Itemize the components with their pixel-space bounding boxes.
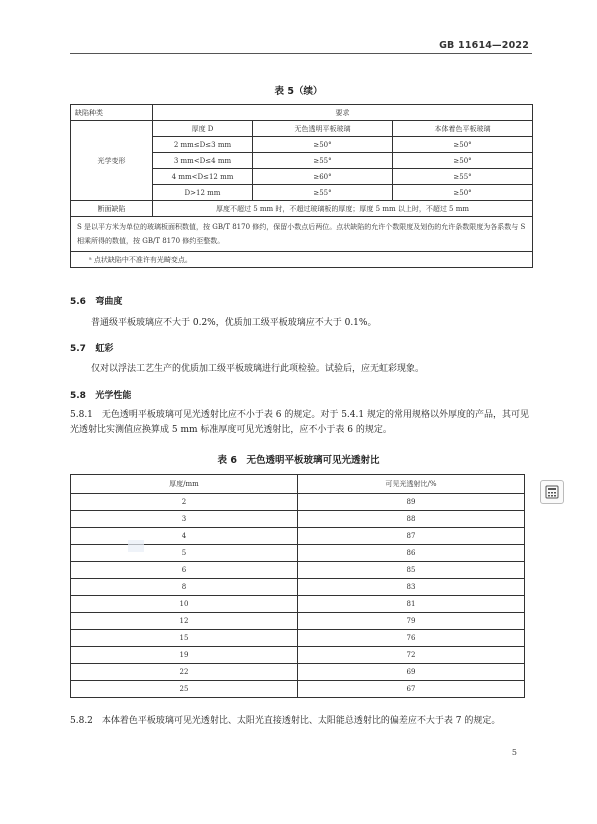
table5-subheader-row [71,121,533,137]
optical-distortion-label: 光学变形 [71,121,153,201]
thickness-cell: 22 [71,664,298,681]
thickness-cell: 15 [71,630,298,647]
thickness-cell: 2 mm≤D≤3 mm [153,137,253,153]
header-rule [70,53,532,54]
thickness-cell: 5 [71,545,298,562]
thickness-cell: 4 mm<D≤12 mm [153,169,253,185]
table5-caption: 表 5（续） [274,86,323,97]
thickness-cell: 19 [71,647,298,664]
table-row [71,579,525,596]
thickness-cell: 3 [71,511,298,528]
clear-cell: ≥55° [253,153,393,169]
transmittance-cell: 67 [298,681,525,698]
transmittance-cell: 86 [298,545,525,562]
table6 [70,474,525,698]
page-number: 5 [511,748,517,757]
section-title: 虹彩 [95,344,114,354]
scan-artifact [128,540,144,552]
edge-defect-text: 厚度不超过 5 mm 时，不超过玻璃板的厚度；厚度 5 mm 以上时，不超过 5 mm [153,201,533,217]
transmittance-cell: 81 [298,596,525,613]
thickness-cell: D>12 mm [153,185,253,201]
note-row [71,217,533,252]
table6-header-row [71,475,525,494]
thickness-cell: 25 [71,681,298,698]
edge-defect-label: 断面缺陷 [71,201,153,217]
thickness-cell: 6 [71,562,298,579]
section-5-6-heading [70,294,122,307]
col-transmittance-header: 可见光透射比/% [298,475,525,494]
table5-footnote: ᵃ 点状缺陷中不准许有光畸变点。 [71,252,533,268]
col-defect-header: 缺陷种类 [71,105,153,121]
section-5-8-2-text: 5.8.2 本体着色平板玻璃可见光透射比、太阳光直接透射比、太阳能总透射比的偏差应不大于表 7 的规定。 [70,716,501,726]
section-5-8-heading [70,388,131,401]
sub-header-tinted: 本体着色平板玻璃 [393,121,533,137]
table-row [71,494,525,511]
table-row [71,562,525,579]
section-5-6-text: 普通级平板玻璃应不大于 0.2%，优质加工级平板玻璃应不大于 0.1%。 [91,318,377,328]
col-requirement-header: 要求 [153,105,533,121]
section-title: 光学性能 [95,391,132,401]
tinted-cell: ≥50° [393,153,533,169]
edge-defect-row [71,201,533,217]
transmittance-cell: 69 [298,664,525,681]
table5-note: S 是以平方米为单位的玻璃板面积数值，按 GB/T 8170 修约，保留小数点后两位。点状缺陷的允许个数限度及划伤的允许条数限度为各系数与 S 相乘所得的数值，按 GB/T 8170 修约至整数。 [71,217,533,252]
transmittance-cell: 88 [298,511,525,528]
transmittance-cell: 79 [298,613,525,630]
sub-header-clear: 无色透明平板玻璃 [253,121,393,137]
thickness-cell: 4 [71,528,298,545]
clear-cell: ≥60° [253,169,393,185]
clear-cell: ≥55° [253,185,393,201]
tinted-cell: ≥50° [393,137,533,153]
table-row [71,681,525,698]
table-row [71,664,525,681]
calculator-icon[interactable] [540,480,564,504]
sub-header-thickness: 厚度 D [153,121,253,137]
section-number: 5.6 [70,297,86,307]
transmittance-cell: 76 [298,630,525,647]
table-row [71,647,525,664]
table-row [71,630,525,647]
tinted-cell: ≥50° [393,185,533,201]
section-5-8-1-text: 5.8.1 无色透明平板玻璃可见光透射比应不小于表 6 的规定。对于 5.4.1 规定的常用规格以外厚度的产品，其可见光透射比实测值应换算成 5 mm 标准厚度可见光透射比，应不小于表 6 的规定。 [70,410,529,435]
section-5-7-text: 仅对以浮法工艺生产的优质加工级平板玻璃进行此项检验。试验后，应无虹彩现象。 [91,364,425,374]
tinted-cell: ≥55° [393,169,533,185]
table6-caption: 表 6 无色透明平板玻璃可见光透射比 [217,455,380,466]
table-row [71,596,525,613]
table-row [71,511,525,528]
table5-header-row [71,105,533,121]
section-number: 5.7 [70,344,86,354]
clear-cell: ≥50° [253,137,393,153]
transmittance-cell: 87 [298,528,525,545]
table-row [71,613,525,630]
thickness-cell: 10 [71,596,298,613]
thickness-cell: 2 [71,494,298,511]
transmittance-cell: 83 [298,579,525,596]
transmittance-cell: 89 [298,494,525,511]
standard-number: GB 11614—2022 [439,40,529,51]
table5 [70,104,533,268]
thickness-cell: 12 [71,613,298,630]
thickness-cell: 3 mm<D≤4 mm [153,153,253,169]
section-number: 5.8 [70,391,86,401]
footnote-row [71,252,533,268]
transmittance-cell: 85 [298,562,525,579]
col-thickness-header: 厚度/mm [71,475,298,494]
section-title: 弯曲度 [95,297,123,307]
section-5-7-heading [70,341,113,354]
thickness-cell: 8 [71,579,298,596]
transmittance-cell: 72 [298,647,525,664]
